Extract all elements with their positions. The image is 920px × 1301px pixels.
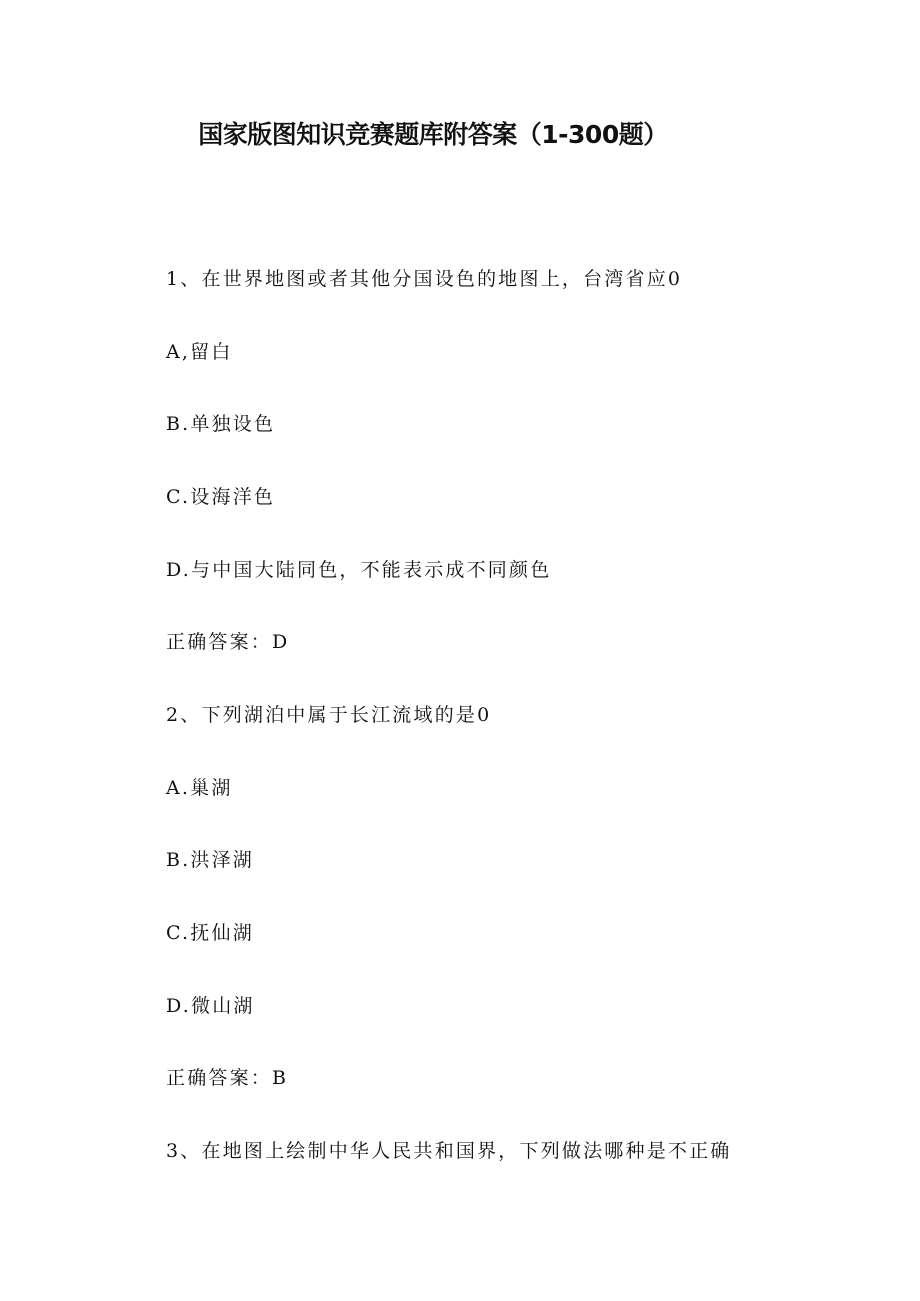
question-1-text: 1、在世界地图或者其他分国设色的地图上，台湾省应0 — [166, 268, 683, 290]
question-2-option-c: C.抚仙湖 — [166, 922, 254, 944]
document-title: 国家版图知识竞赛题库附答案（1-300题） — [198, 120, 668, 149]
question-2-text: 2、下列湖泊中属于长江流域的是0 — [166, 704, 492, 726]
question-2-option-d: D.微山湖 — [166, 995, 255, 1017]
question-1-answer: 正确答案：D — [166, 631, 290, 653]
question-2-option-b: B.洪泽湖 — [166, 849, 255, 871]
question-1-option-b: B.单独设色 — [166, 413, 276, 435]
question-2-answer: 正确答案：B — [166, 1067, 289, 1089]
question-2-option-a: A.巢湖 — [166, 777, 233, 799]
question-1-option-c: C.设海洋色 — [166, 486, 276, 508]
question-1-option-d: D.与中国大陆同色，不能表示成不同颜色 — [166, 559, 552, 581]
question-3-text: 3、在地图上绘制中华人民共和国界，下列做法哪种是不正确 — [166, 1140, 732, 1162]
question-1-option-a: A,留白 — [166, 341, 233, 363]
